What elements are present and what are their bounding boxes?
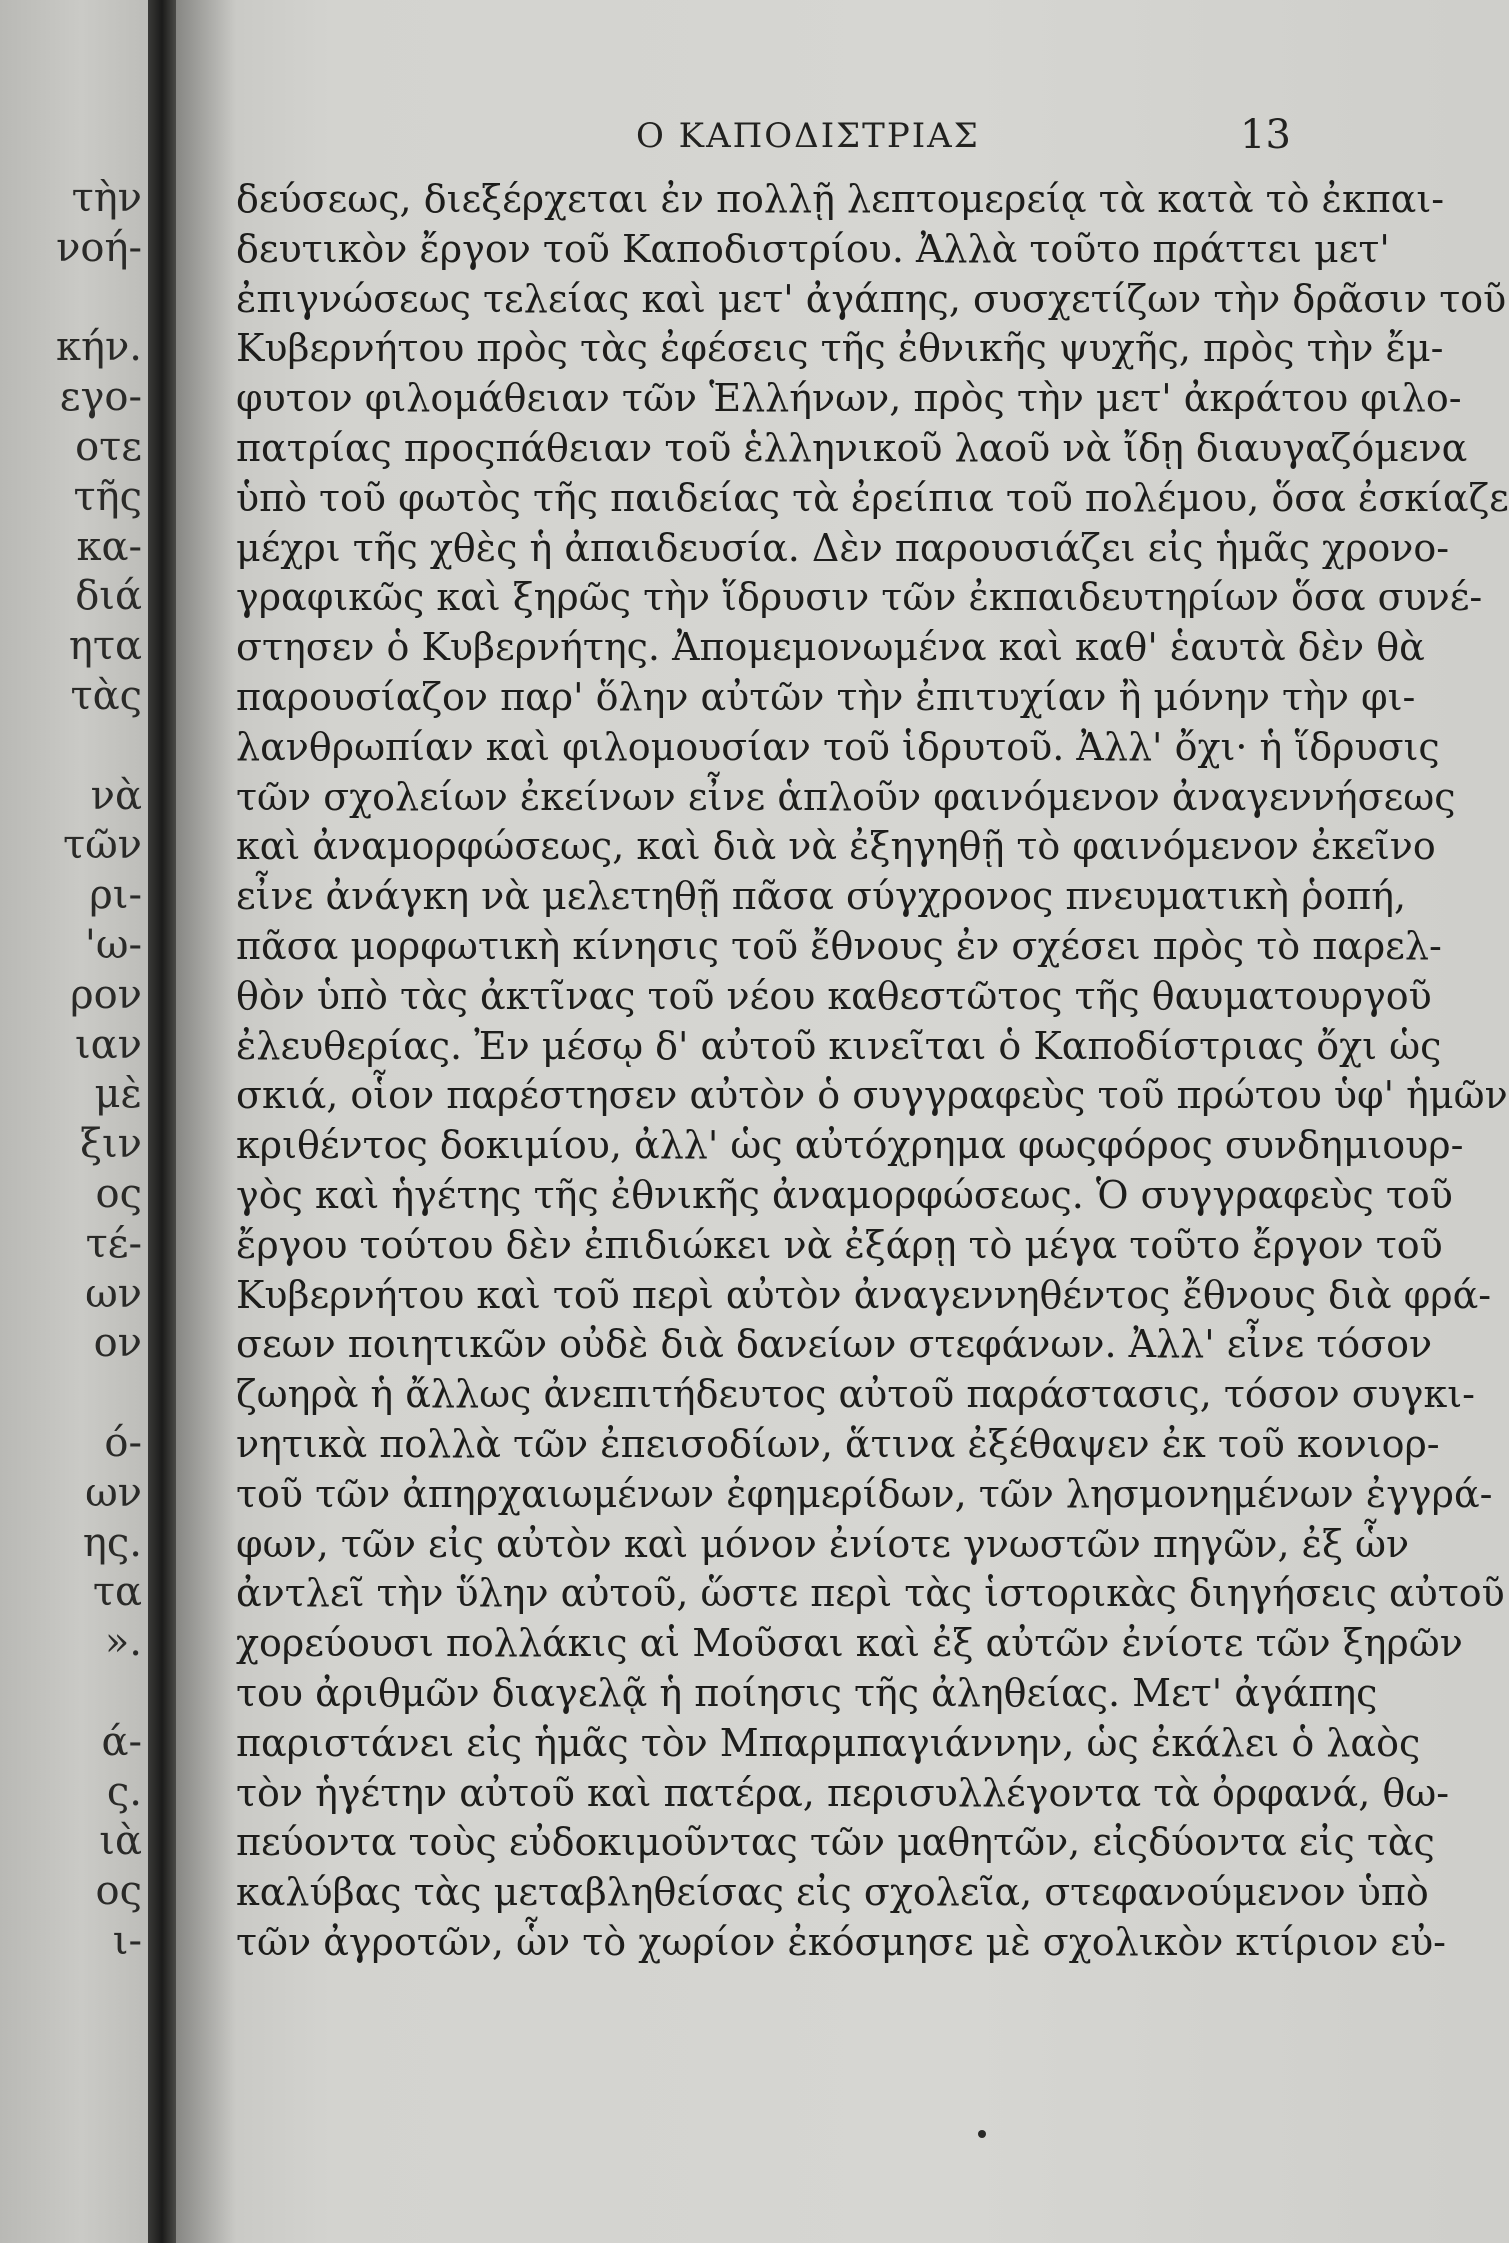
text-line: δεύσεως, διεξέρχεται ἐν πολλῇ λεπτομερείᾳ τὰ κατὰ τὸ ἐκπαι- (236, 177, 1445, 221)
text-line: γὸς καὶ ἡγέτης τῆς ἐθνικῆς ἀναμορφώσεως. Ὁ συγγραφεὺς τοῦ (236, 1172, 1453, 1217)
text-line: κριθέντος δοκιμίου, ἀλλ' ὡς αὐτόχρημα φωςφόρος συνδημιουρ- (236, 1123, 1464, 1168)
text-line: του ἀριθμῶν διαγελᾷ ἡ ποίησις τῆς ἀληθείας. Μετ' ἀγάπης (236, 1670, 1378, 1715)
facing-page-fragment: ρι- (89, 872, 142, 919)
text-line: φυτον φιλομάθειαν τῶν Ἑλλήνων, πρὸς τὴν μετ' ἀκράτου φιλο- (236, 376, 1462, 421)
text-line: πᾶσα μορφωτικὴ κίνησις τοῦ ἔθνους ἐν σχέσει πρὸς τὸ παρελ- (236, 923, 1442, 968)
text-line: παρουσίαζον παρ' ὅλην αὐτῶν τὴν ἐπιτυχίαν ἢ μόνην τὴν φι- (236, 674, 1416, 719)
page-header (176, 112, 1464, 164)
text-line: παριστάνει εἰς ἡμᾶς τὸν Μπαρμπαγιάννην, ὡς ἐκάλει ὁ λαὸς (236, 1720, 1421, 1765)
text-line: λανθρωπίαν καὶ φιλομουσίαν τοῦ ἱδρυτοῦ. Ἀλλ' ὄχι· ἡ ἵδρυσις (236, 724, 1440, 769)
facing-page-fragment: ξιν (79, 1121, 142, 1168)
facing-page-edge (0, 0, 148, 2243)
facing-page-fragment: ά- (101, 1718, 142, 1765)
facing-page-fragment: τὴν (71, 175, 142, 221)
text-line: καλύβας τὰς μεταβληθείσας εἰς σχολεῖα, στεφανούμενον ὑπὸ (236, 1870, 1429, 1915)
facing-page-fragment: διά (75, 573, 142, 620)
facing-page-fragment: μὲ (94, 1071, 142, 1118)
facing-page-fragment: ό- (104, 1420, 142, 1466)
facing-page-fragment: ιὰ (99, 1818, 142, 1865)
facing-page-fragment: ητα (68, 623, 142, 670)
text-line: τὸν ἡγέτην αὐτοῦ καὶ πατέρα, περισυλλέγοντα τὰ ὀρφανά, θω- (236, 1770, 1450, 1815)
facing-page-fragment: ιαν (74, 1021, 142, 1068)
ink-speck (978, 2130, 986, 2138)
facing-page-fragment: ι- (112, 1918, 142, 1964)
text-line: στησεν ὁ Κυβερνήτης. Ἀπομεμονωμένα καὶ καθ' ἑαυτὰ δὲν θὰ (236, 625, 1425, 670)
text-line: ὑπὸ τοῦ φωτὸς τῆς παιδείας τὰ ἐρείπια τοῦ πολέμου, ὅσα ἐσκίαζε (236, 475, 1509, 520)
facing-page-fragment: ος (95, 1868, 142, 1915)
text-line: Κυβερνήτου καὶ τοῦ περὶ αὐτὸν ἀναγεννηθέντος ἔθνους διὰ φρά- (236, 1272, 1492, 1317)
text-line: τῶν ἀγροτῶν, ὧν τὸ χωρίον ἐκόσμησε μὲ σχολικὸν κτίριον εὐ- (236, 1919, 1447, 1964)
text-line: θὸν ὑπὸ τὰς ἀκτῖνας τοῦ νέου καθεστῶτος τῆς θαυματουργοῦ (236, 973, 1432, 1018)
text-line: Κυβερνήτου πρὸς τὰς ἐφέσεις τῆς ἐθνικῆς ψυχῆς, πρὸς τὴν ἔμ- (236, 326, 1444, 371)
text-line: πεύοντα τοὺς εὐδοκιμοῦντας τῶν μαθητῶν, εἰςδύοντα εἰς τὰς (236, 1820, 1435, 1865)
text-line: καὶ ἀναμορφώσεως, καὶ διὰ νὰ ἐξηγηθῇ τὸ φαινόμενον ἐκεῖνο (236, 824, 1436, 869)
book-gutter (148, 0, 176, 2243)
text-line: πατρίας προςπάθειαν τοῦ ἑλληνικοῦ λαοῦ νὰ ἴδῃ διαυγαζόμενα (236, 425, 1468, 470)
facing-page-fragment: ης. (82, 1519, 142, 1566)
facing-page-fragment: τέ- (85, 1220, 142, 1267)
facing-page-fragment: τὰς (70, 673, 142, 719)
facing-page-fragment: ρον (70, 971, 142, 1018)
facing-page-fragment: ον (93, 1320, 142, 1367)
text-line: εἶνε ἀνάγκη νὰ μελετηθῇ πᾶσα σύγχρονος πνευματικὴ ῥοπή, (236, 874, 1407, 919)
facing-page-fragment: ». (104, 1619, 142, 1666)
facing-page-fragment: ων (85, 1469, 142, 1516)
text-line: ζωηρὰ ἡ ἄλλως ἀνεπιτήδευτος αὐτοῦ παράστασις, τόσον συγκι- (236, 1372, 1476, 1417)
facing-page-fragment: τῆς (73, 473, 142, 520)
facing-page-fragment: κα- (76, 523, 142, 570)
facing-page-fragment: νὰ (90, 772, 142, 819)
text-line: ἐπιγνώσεως τελείας καὶ μετ' ἀγάπης, συσχετίζων τὴν δρᾶσιν τοῦ (236, 276, 1507, 321)
page-number: 13 (1240, 112, 1291, 158)
text-line: γραφικῶς καὶ ξηρῶς τὴν ἵδρυσιν τῶν ἐκπαιδευτηρίων ὅσα συνέ- (236, 575, 1483, 620)
facing-page-fragment: ος (95, 1171, 142, 1217)
facing-page-fragment: τῶν (62, 822, 142, 869)
text-line: ἐλευθερίας. Ἐν μέσῳ δ' αὐτοῦ κινεῖται ὁ Καποδίστριας ὄχι ὡς (236, 1023, 1442, 1068)
text-line: ἀντλεῖ τὴν ὕλην αὐτοῦ, ὥστε περὶ τὰς ἱστορικὰς διηγήσεις αὐτοῦ (236, 1571, 1505, 1616)
facing-page-fragment: 'ω- (84, 922, 142, 968)
facing-page-fragment: εγο- (59, 374, 142, 421)
text-line: σκιά, οἷον παρέστησεν αὐτὸν ὁ συγγραφεὺς τοῦ πρώτου ὑφ' ἡμῶν (236, 1073, 1508, 1118)
facing-page-fragment: νοή- (56, 224, 142, 271)
gutter-shadow (176, 0, 236, 2243)
text-line: ἔργου τούτου δὲν ἐπιδιώκει νὰ ἐξάρῃ τὸ μέγα τοῦτο ἔργον τοῦ (236, 1222, 1443, 1267)
text-line: νητικὰ πολλὰ τῶν ἐπεισοδίων, ἅτινα ἐξέθαψεν ἐκ τοῦ κονιορ- (236, 1421, 1440, 1466)
text-line: σεων ποιητικῶν οὐδὲ διὰ δανείων στεφάνων. Ἀλλ' εἶνε τόσον (236, 1322, 1433, 1367)
facing-page-fragment: ς. (106, 1768, 142, 1815)
facing-page-fragment: κήν. (56, 324, 142, 371)
text-line: μέχρι τῆς χθὲς ἡ ἀπαιδευσία. Δὲν παρουσιάζει εἰς ἡμᾶς χρονο- (236, 525, 1450, 570)
facing-page-fragment: τα (92, 1569, 142, 1616)
body-text (236, 175, 1509, 1968)
facing-page-fragment: οτε (75, 424, 142, 470)
facing-page-fragment: ων (85, 1270, 142, 1317)
text-line: τῶν σχολείων ἐκείνων εἶνε ἁπλοῦν φαινόμενον ἀναγεννήσεως (236, 774, 1456, 819)
text-line: φων, τῶν εἰς αὐτὸν καὶ μόνον ἐνίοτε γνωστῶν πηγῶν, ἐξ ὧν (236, 1521, 1410, 1566)
text-line: δευτικὸν ἔργον τοῦ Καποδιστρίου. Ἀλλὰ τοῦτο πράττει μετ' (236, 226, 1390, 271)
running-title: Ο ΚΑΠΟΔΙΣΤΡΙΑΣ (636, 116, 980, 156)
text-line: χορεύουσι πολλάκις αἱ Μοῦσαι καὶ ἐξ αὐτῶν ἐνίοτε τῶν ξηρῶν (236, 1621, 1463, 1666)
text-line: τοῦ τῶν ἀπηρχαιωμένων ἐφημερίδων, τῶν λησμονημένων ἐγγρά- (236, 1471, 1493, 1516)
book-page (176, 0, 1509, 2243)
